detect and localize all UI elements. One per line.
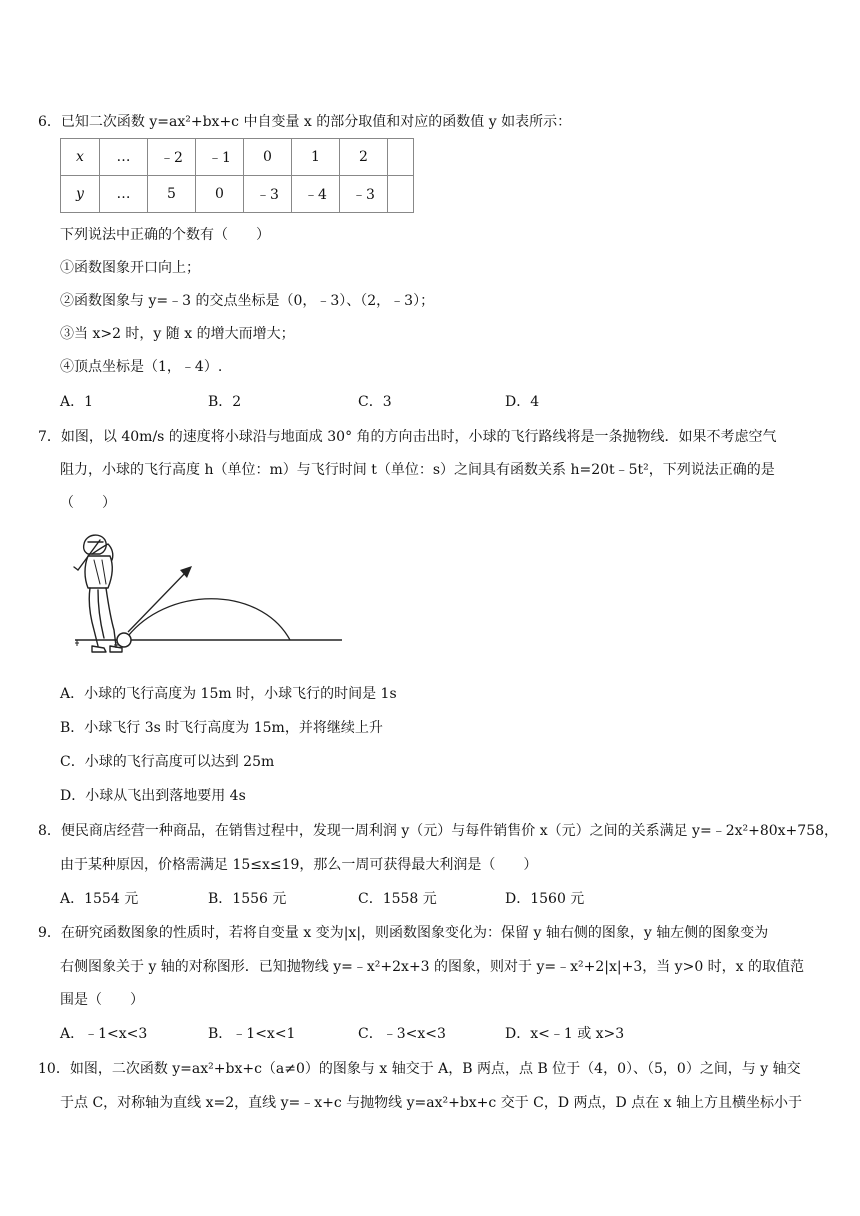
q6-statement-3: ③当 x>2 时，y 随 x 的增大而增大； (60, 326, 295, 342)
q7-option-d[interactable]: D．小球从飞出到落地要用 4s (60, 788, 246, 804)
q6-option-a[interactable]: A．1 (60, 394, 94, 410)
q9-stem-line-2: 右侧图象关于 y 轴的对称图形．已知抛物线 y=﹣x²+2x+3 的图象，则对于 y=﹣x²+2|x|+3，当 y>0 时，x 的取值范 (60, 959, 805, 975)
trajectory-arc (125, 599, 290, 640)
q8-option-a[interactable]: A．1554 元 (60, 891, 139, 907)
table-cell: 5 (148, 176, 196, 213)
table-cell: y (61, 176, 100, 213)
table-cell: ﹣3 (244, 176, 292, 213)
table-cell: ﹣2 (148, 139, 196, 176)
q8-option-c[interactable]: C．1558 元 (358, 891, 437, 907)
q10-stem-line-1: 10．如图，二次函数 y=ax²+bx+c（a≠0）的图象与 x 轴交于 A，B 两点，点 B 位于（4，0）、（5，0）之间，与 y 轴交 (38, 1061, 801, 1077)
q6-option-d[interactable]: D．4 (505, 394, 540, 410)
q8-stem-line-2: 由于某种原因，价格需满足 15≤x≤19，那么一周可获得最大利润是（ ） (60, 857, 538, 873)
q7-option-b[interactable]: B．小球飞行 3s 时飞行高度为 15m，并将继续上升 (60, 720, 383, 736)
q10-stem-line-2: 于点 C，对称轴为直线 x=2，直线 y=﹣x+c 与抛物线 y=ax²+bx+c 交于 C，D 两点，D 点在 x 轴上方且横坐标小于 (60, 1095, 803, 1111)
table-cell (388, 139, 414, 176)
q6-statement-4: ④顶点坐标是（1，﹣4）. (60, 359, 223, 375)
golfer-illustration (74, 535, 122, 652)
table-cell: ﹣3 (340, 176, 388, 213)
q6-statement-2: ②函数图象与 y=﹣3 的交点坐标是（0，﹣3）、（2，﹣3）； (60, 293, 435, 309)
q9-option-d[interactable]: D．x<﹣1 或 x>3 (505, 1026, 625, 1042)
table-cell: 0 (196, 176, 244, 213)
q6-prompt: 下列说法中正确的个数有（ ） (60, 227, 270, 243)
table-cell: 1 (292, 139, 340, 176)
q9-option-c[interactable]: C．﹣3<x<3 (358, 1026, 446, 1042)
q6-option-c[interactable]: C．3 (358, 394, 392, 410)
q8-option-d[interactable]: D．1560 元 (505, 891, 585, 907)
q8-stem-line-1: 8．便民商店经营一种商品，在销售过程中，发现一周利润 y（元）与每件销售价 x（元）之间的关系满足 y=﹣2x²+80x+758， (38, 823, 839, 839)
table-cell: … (100, 139, 148, 176)
q7-stem-line-2: 阻力，小球的飞行高度 h（单位：m）与飞行时间 t（单位：s）之间具有函数关系 h=20t﹣5t²，下列说法正确的是 (60, 462, 775, 478)
q6-statement-1: ①函数图象开口向上； (60, 260, 200, 276)
q6-stem: 6．已知二次函数 y=ax²+bx+c 中自变量 x 的部分取值和对应的函数值 y 如表所示： (38, 114, 572, 130)
table-cell: ﹣1 (196, 139, 244, 176)
table-cell: 0 (244, 139, 292, 176)
launch-direction-arrow (128, 570, 188, 632)
q9-stem-line-1: 9．在研究函数图象的性质时，若将自变量 x 变为|x|，则函数图象变化为：保留 y 轴右侧的图象，y 轴左侧的图象变为 (38, 925, 769, 941)
table-row-x (61, 139, 414, 176)
q6-option-b[interactable]: B．2 (208, 394, 242, 410)
table-cell: … (100, 176, 148, 213)
q7-stem-line-1: 7．如图，以 40m/s 的速度将小球沿与地面成 30° 角的方向击出时，小球的飞行路线将是一条抛物线．如果不考虑空气 (38, 429, 777, 445)
table-row-y (61, 176, 414, 213)
decorative-mark (75, 640, 79, 646)
q7-option-c[interactable]: C．小球的飞行高度可以达到 25m (60, 754, 275, 770)
q8-option-b[interactable]: B．1556 元 (208, 891, 287, 907)
golfer-ball-trajectory-figure (70, 530, 350, 665)
table-cell: 2 (340, 139, 388, 176)
ball (117, 633, 131, 647)
table-cell: x (61, 139, 100, 176)
q9-option-a[interactable]: A．﹣1<x<3 (60, 1026, 148, 1042)
table-cell (388, 176, 414, 213)
q7-option-a[interactable]: A．小球的飞行高度为 15m 时，小球飞行的时间是 1s (60, 686, 397, 702)
q6-value-table (60, 138, 414, 213)
q9-option-b[interactable]: B．﹣1<x<1 (208, 1026, 296, 1042)
q9-stem-line-3: 围是（ ） (60, 992, 144, 1008)
q7-stem-line-3: （ ） (60, 495, 116, 511)
table-cell: ﹣4 (292, 176, 340, 213)
